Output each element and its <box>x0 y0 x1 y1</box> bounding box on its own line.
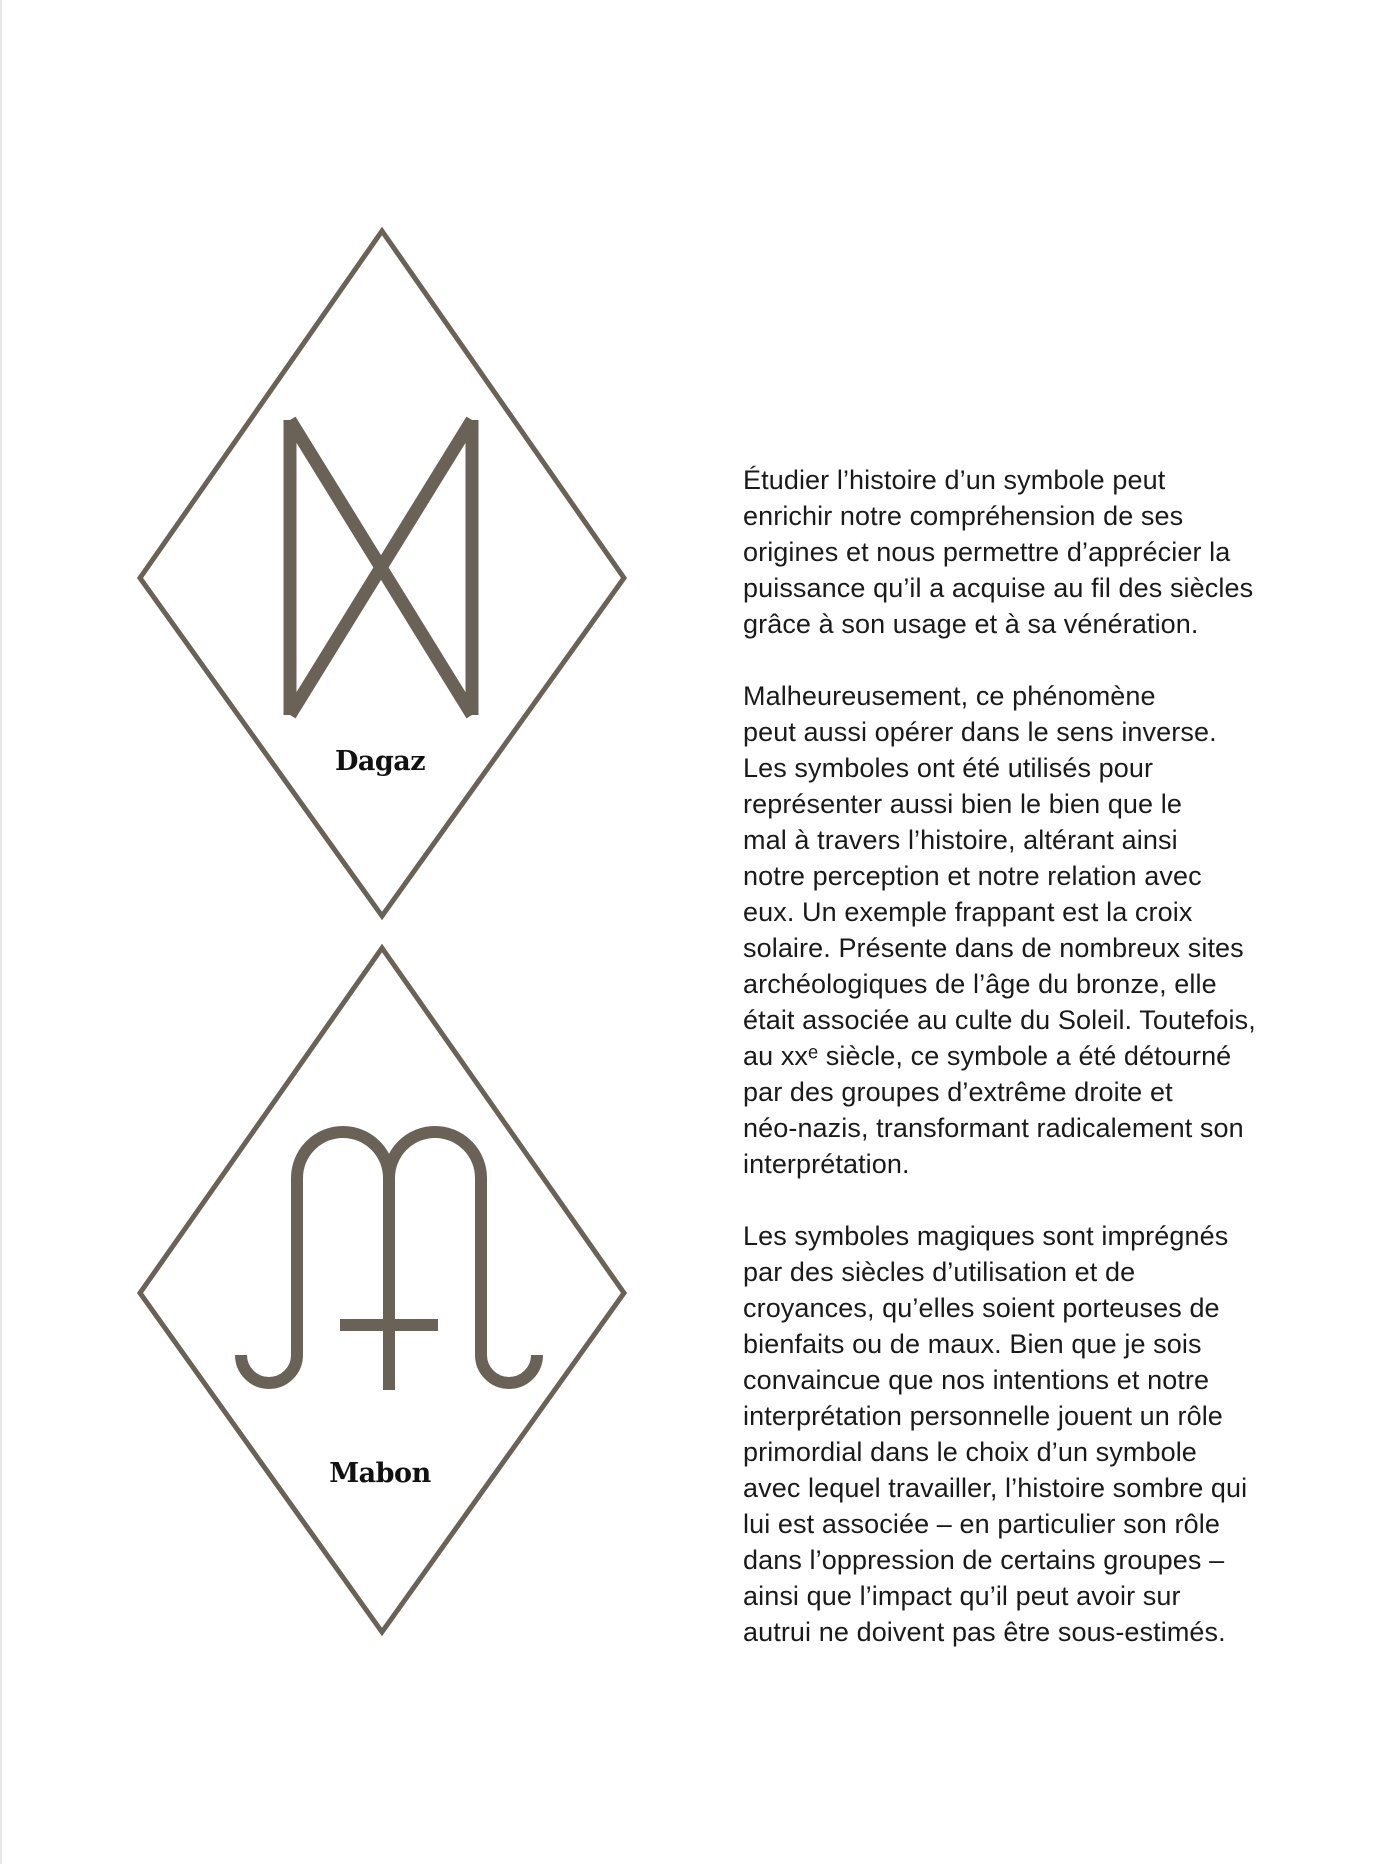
paragraph-2: Malheureusement, ce phénomène peut aussi opérer dans le sens inverse. Les symboles ont été utilisés pour représenter aussi bien le bien que le mal à travers l’histoire, altérant ainsi notre perception et notre relation avec eux. Un exemple frappant est la croix solaire. Présente dans de nombreux sites archéologiques de l’âge du bronze, elle était associée au culte du Soleil. Toutefois, au xxᵉ siècle, ce symbole a été détourné par des groupes d’extrême droite et néo-nazis, transformant radicalement son interprétation. <box>743 681 1256 1179</box>
mabon-label: Mabon <box>329 1458 431 1489</box>
dagaz-rune-icon <box>130 225 630 925</box>
mabon-symbol <box>130 944 630 1644</box>
mabon-sigil-icon <box>130 944 630 1644</box>
paragraph-3: Les symboles magiques sont imprégnés par des siècles d’utilisation et de croyances, qu’elles soient porteuses de bienfaits ou de maux. Bien que je sois convaincue que nos intentions et notre interprétation personnelle jouent un rôle primordial dans le choix d’un symbole avec lequel travailler, l’histoire sombre qui lui est associée – en particulier son rôle dans l’oppression de certains groupes – ainsi que l’impact qu’il peut avoir sur autrui ne doivent pas être sous-estimés. <box>743 1221 1248 1647</box>
dagaz-symbol <box>130 225 630 925</box>
dagaz-label: Dagaz <box>334 746 426 777</box>
body-text <box>743 462 1303 1650</box>
paragraph-1: Étudier l’histoire d’un symbole peut enrichir notre compréhension de ses origines et nous permettre d’apprécier la puissance qu’il a acquise au fil des siècles grâce à son usage et à sa vénération. <box>743 465 1254 639</box>
page-edge <box>0 0 2 1864</box>
